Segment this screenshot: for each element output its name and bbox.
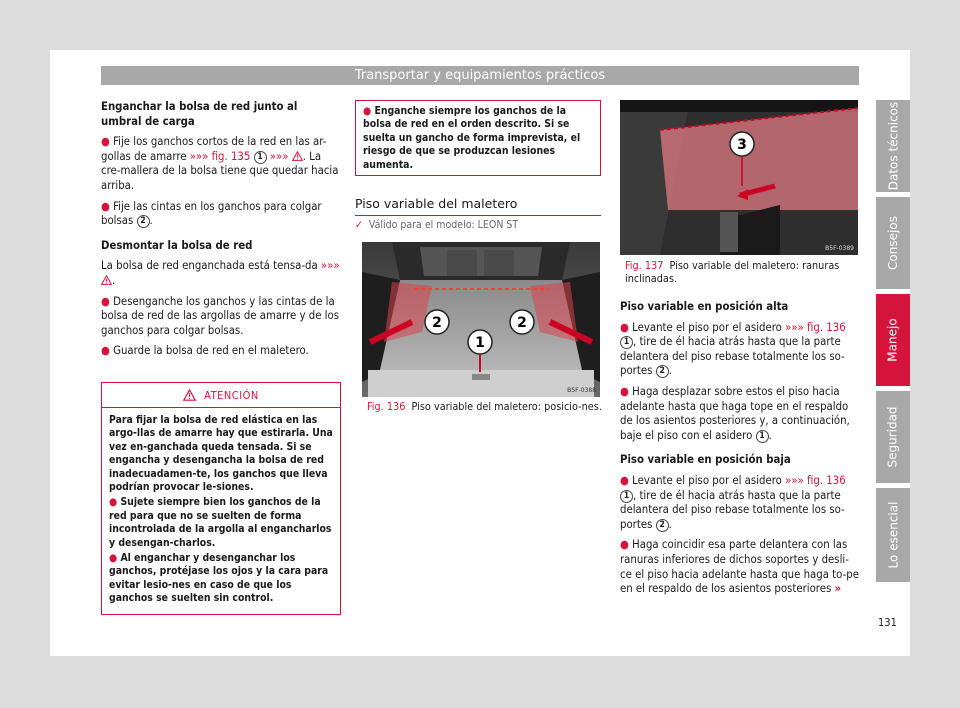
- bullet-coincidir: ● Haga coincidir esa parte delantera con las ranuras inferiores de dichos soportes y desli-ce el piso hacia adelante hasta que haga to-pe en el respaldo de los asientos posteriores »: [620, 538, 859, 596]
- fig-ref-link[interactable]: fig. 136: [807, 320, 846, 334]
- ref-arrows: »»»: [320, 259, 340, 273]
- page-number: 131: [878, 616, 897, 629]
- tab-lo-esencial[interactable]: Lo esencial: [876, 488, 910, 582]
- number-badge: 2: [137, 215, 150, 228]
- check-icon: ✓: [355, 219, 363, 231]
- figure-label-2: 2: [517, 315, 527, 331]
- figure-label-2: 2: [432, 315, 442, 331]
- bullet-desenganche: ● Desenganche los ganchos y las cintas de la bolsa de red de las argollas de amarre y de los ganchos para colgar bolsas.: [101, 294, 340, 337]
- bullet-icon: ●: [101, 135, 110, 149]
- column-left: [101, 100, 341, 365]
- figure-label-1: 1: [475, 335, 485, 351]
- warning-bullet: ● Al enganchar y desenganchar los ganchos, protéjase los ojos y la cara para evitar lesio-nes en caso de que los ganchos se suelten sin control.: [109, 552, 329, 605]
- heading-enganchar: Enganchar la bolsa de red junto al umbral de carga: [101, 100, 298, 128]
- bullet-icon: ●: [620, 384, 629, 398]
- bullet-icon: ●: [620, 538, 629, 552]
- bullet-guarde: ● Guarde la bolsa de red en el maletero.: [101, 344, 309, 358]
- heading-desmontar: Desmontar la bolsa de red: [101, 238, 253, 252]
- tab-manejo[interactable]: Manejo: [876, 294, 910, 386]
- heading-posicion-baja: Piso variable en posición baja: [620, 453, 791, 467]
- warning-paragraph: Para fijar la bolsa de red elástica en las argo-llas de amarre hay que estirarla. Una vez en-ganchada queda tensada. Si se engancha y desengancha la bolsa de red inadecuadamen-te, los ganchos que lleva podrían provocar le-siones.: [109, 414, 333, 494]
- column-right: [620, 300, 860, 603]
- warning-body: [102, 408, 340, 614]
- bullet-icon: ●: [109, 552, 118, 565]
- bullet-icon: ●: [101, 294, 110, 308]
- bullet-icon: ●: [109, 496, 118, 509]
- number-badge: 2: [656, 519, 669, 532]
- bullet-levante-alta: ● Levante el piso por el asidero »»» fig. 136 1 , tire de él hacia atrás hasta que la parte delantera del piso rebase totalmente los so-portes 2 .: [620, 320, 846, 378]
- ref-arrows: »»»: [189, 149, 209, 163]
- bullet-icon: ●: [620, 320, 629, 334]
- warning-triangle-icon[interactable]: [292, 151, 303, 161]
- number-badge: 1: [620, 490, 633, 503]
- figure-code: B5F-0389: [825, 245, 854, 252]
- bullet-icon: ●: [101, 199, 110, 213]
- figure-136-image: [362, 242, 600, 397]
- figure-137-caption: Fig. 137 Piso variable del maletero: ranuras inclinadas.: [625, 259, 840, 286]
- bullet-fije-ganchos: ● Fije los ganchos cortos de la red en las ar-gollas de amarre »»» fig. 135 1 »»» . La cre-mallera de la bolsa tiene que quedar hacia arriba.: [101, 135, 339, 192]
- warning-title: ATENCIÓN: [102, 383, 340, 408]
- section-title: Piso variable del maletero: [355, 196, 601, 216]
- number-badge: 2: [656, 365, 669, 378]
- ref-arrows: »»»: [269, 149, 289, 163]
- bullet-icon: ●: [363, 105, 372, 117]
- bullet-fije-cintas: ● Fije las cintas en los ganchos para colgar bolsas 2 .: [101, 199, 322, 228]
- continue-arrow-icon[interactable]: »: [834, 582, 842, 596]
- bullet-icon: ●: [620, 473, 629, 487]
- fig-ref-link[interactable]: fig. 136: [807, 473, 846, 487]
- number-badge: 1: [620, 336, 633, 349]
- bullet-desplazar: ● Haga desplazar sobre estos el piso hacia adelante hasta que haga tope en el respaldo de los asientos posteriores y, a continuación, baje el piso con el asidero 1 .: [620, 384, 850, 442]
- warning-box-continued: ● Enganche siempre los ganchos de la bolsa de red en el orden descrito. Si se suelta un gancho de forma imprevista, el riesgo de que se produzcan lesiones aumenta.: [355, 100, 601, 176]
- figure-137-image: [620, 100, 858, 255]
- tab-seguridad[interactable]: Seguridad: [876, 391, 910, 483]
- warning-triangle-icon: [183, 389, 196, 401]
- warning-bullet: ● Sujete siempre bien los ganchos de la red para que no se suelten de forma incontrolada de la argolla al engancharlos y desengan-charlos.: [109, 496, 332, 549]
- heading-posicion-alta: Piso variable en posición alta: [620, 300, 789, 313]
- ref-arrows: »»»: [785, 320, 804, 334]
- page-header: Transportar y equipamientos prácticos: [101, 66, 859, 85]
- bullet-levante-baja: ● Levante el piso por el asidero »»» fig. 136 1 , tire de él hacia atrás hasta que la parte delantera del piso rebase totalmente los so-portes 2 .: [620, 473, 846, 531]
- warning-triangle-icon[interactable]: [101, 275, 112, 285]
- tab-datos-tecnicos[interactable]: Datos técnicos: [876, 100, 910, 192]
- figure-label-3: 3: [737, 137, 747, 153]
- bullet-icon: ●: [101, 344, 110, 358]
- model-validity: ✓ Válido para el modelo: LEON ST: [355, 219, 519, 231]
- figure-136-caption: Fig. 136 Piso variable del maletero: posicio-nes.: [367, 400, 602, 413]
- warning-box: [101, 382, 341, 615]
- number-badge: 1: [254, 151, 267, 164]
- number-badge: 1: [756, 430, 769, 443]
- paragraph-tensada: La bolsa de red enganchada está tensa-da »»» .: [101, 259, 340, 287]
- figure-code: B5F-0388: [567, 387, 596, 394]
- fig-ref-link[interactable]: fig. 135: [211, 149, 251, 163]
- ref-arrows: »»»: [785, 473, 804, 487]
- tab-consejos[interactable]: Consejos: [876, 197, 910, 289]
